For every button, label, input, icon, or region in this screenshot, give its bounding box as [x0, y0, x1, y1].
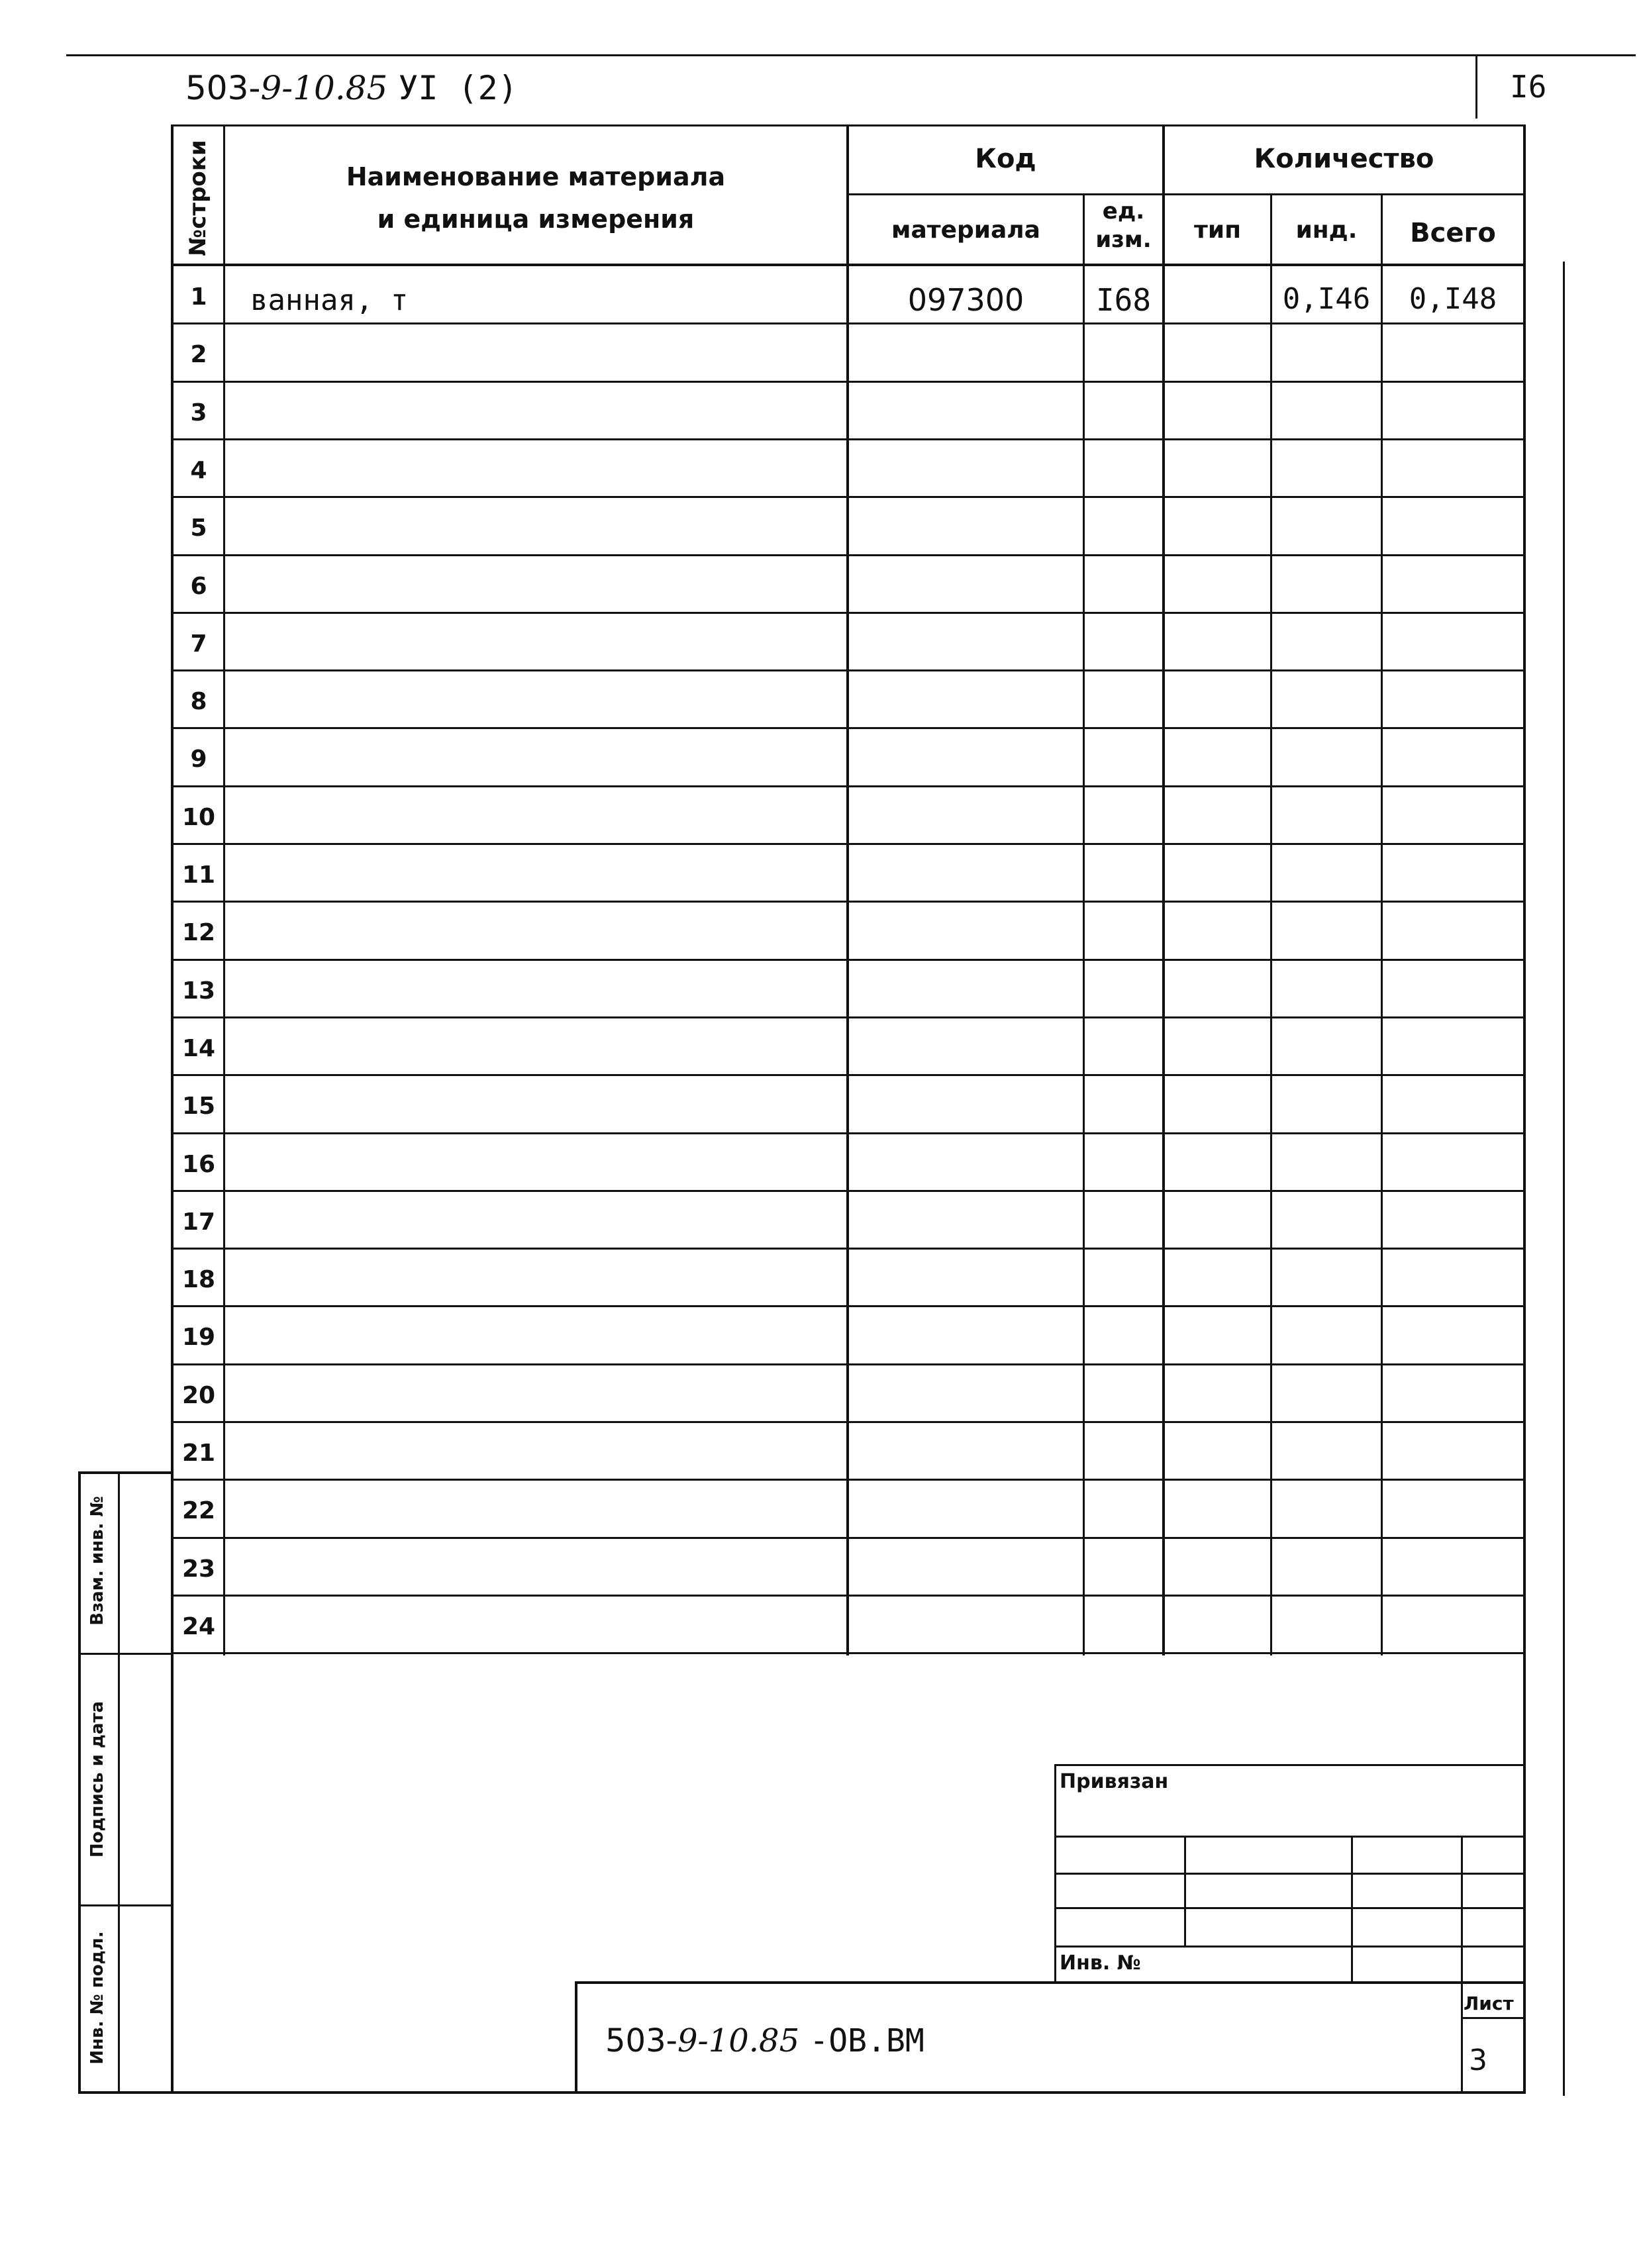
row-number: 2	[190, 341, 207, 368]
inv-no-label: Инв. №	[1060, 1951, 1141, 1975]
sheet-label-line	[1461, 2017, 1526, 2019]
col-code-unit-header-line2: изм.	[1095, 226, 1152, 253]
header-doc-code-hand: 9-10.85	[260, 69, 388, 107]
table-row-line	[171, 554, 1526, 556]
row-number: 18	[181, 1266, 216, 1293]
lower-frame-left	[171, 1648, 174, 2093]
privyazan-line-2	[1054, 1873, 1526, 1875]
table-row-line	[171, 1248, 1526, 1250]
table-row-line	[171, 1537, 1526, 1539]
sheet-number: 3	[1469, 2044, 1487, 2077]
row-1-total: 0,I48	[1409, 282, 1497, 316]
row-number: 8	[190, 688, 207, 715]
side-stamp-inv-podl: Инв. № подл.	[87, 1931, 107, 2065]
privyazan-label: Привязан	[1060, 1770, 1169, 1793]
title-box-left	[575, 1981, 577, 2094]
col-qty-header: Количество	[1254, 144, 1434, 174]
privyazan-col-1	[1184, 1836, 1186, 1946]
table-header-midline	[846, 193, 1526, 195]
col-code-material-header: материала	[891, 217, 1040, 244]
privyazan-line-1	[1054, 1836, 1526, 1838]
row-1-unit: I68	[1095, 282, 1152, 318]
row-number: 13	[181, 977, 216, 1005]
title-doc-code-suffix: -ОВ.ВМ	[809, 2022, 924, 2059]
row-number: 7	[190, 630, 207, 658]
row-number: 24	[181, 1613, 216, 1640]
row-1-name: ванная, т	[250, 283, 409, 317]
side-stamp-inner	[118, 1471, 120, 2094]
row-number: 11	[181, 862, 216, 889]
table-row-line	[171, 1363, 1526, 1365]
table-top-border	[171, 124, 1526, 126]
table-row-line	[171, 901, 1526, 903]
table-row-line	[171, 438, 1526, 440]
row-number: 23	[181, 1555, 216, 1583]
title-box-top	[575, 1981, 1526, 1984]
col-qty-ind-header: инд.	[1295, 217, 1358, 244]
header-page-number: I6	[1510, 69, 1547, 105]
col-code-header: Код	[975, 144, 1036, 174]
side-stamp-outer-left	[78, 1471, 81, 2094]
title-doc-code-hand: 9-10.85	[677, 2022, 800, 2059]
table-row-line	[171, 727, 1526, 729]
table-row-line	[171, 1305, 1526, 1307]
table-right-border	[1523, 124, 1526, 1655]
top-border-line	[66, 54, 1636, 56]
row-number: 14	[181, 1035, 216, 1062]
row-number: 20	[181, 1382, 216, 1409]
row-number: 17	[181, 1208, 216, 1236]
row-number: 3	[190, 399, 207, 426]
table-name-divider	[846, 124, 849, 1655]
table-row-line	[171, 669, 1526, 671]
table-row-line	[171, 612, 1526, 614]
table-ind-divider	[1381, 195, 1383, 1655]
privyazan-line-4	[1054, 1946, 1526, 1948]
table-row-line	[171, 1652, 1526, 1654]
table-row-line	[171, 843, 1526, 845]
row-number: 4	[190, 457, 207, 484]
table-row-line	[171, 1190, 1526, 1192]
row-number: 10	[181, 804, 216, 831]
col-qty-type-header: тип	[1194, 217, 1241, 244]
title-doc-code	[605, 2022, 924, 2059]
row-number: 19	[181, 1324, 216, 1351]
header-doc-code-prefix: 503-	[185, 69, 261, 107]
col-name-header-line2: и единица измерения	[377, 205, 695, 234]
privyazan-line-3	[1054, 1907, 1526, 1909]
header-doc-code-suffix: УI (2)	[398, 69, 518, 107]
col-code-unit-header-line1: ед.	[1102, 198, 1145, 224]
table-row-line	[171, 1421, 1526, 1423]
side-stamp-vzam: Взам. инв. №	[87, 1496, 107, 1626]
table-row-line	[171, 1074, 1526, 1076]
table-row-line	[171, 785, 1526, 787]
table-header-bottom	[171, 264, 1526, 266]
title-doc-code-prefix: 503-	[605, 2022, 677, 2059]
table-row-line	[171, 496, 1526, 498]
privyazan-col-2	[1351, 1836, 1353, 1983]
row-number: 6	[190, 573, 207, 600]
row-number: 5	[190, 515, 207, 542]
table-material-divider	[1083, 195, 1085, 1655]
privyazan-col-3	[1461, 1836, 1463, 2094]
col-row-no-header: №строки	[185, 140, 211, 256]
table-row-line	[171, 1132, 1526, 1134]
table-row-line	[171, 1595, 1526, 1597]
header-doc-code	[185, 69, 518, 107]
table-row-line	[171, 959, 1526, 961]
row-number: 12	[181, 919, 216, 946]
table-row-line	[171, 381, 1526, 383]
side-stamp-divider-1	[78, 1653, 172, 1655]
page-right-margin-line	[1563, 262, 1565, 2096]
row-number: 22	[181, 1497, 216, 1524]
table-unit-divider	[1162, 124, 1165, 1655]
col-qty-total-header: Всего	[1410, 218, 1496, 248]
row-number: 15	[181, 1093, 216, 1120]
row-number: 1	[190, 283, 207, 311]
sheet-label: Лист	[1464, 1993, 1514, 2014]
table-type-divider	[1270, 195, 1272, 1655]
row-number: 16	[181, 1151, 216, 1178]
row-1-material: 097300	[907, 282, 1024, 318]
table-row-line	[171, 1016, 1526, 1018]
side-stamp-podpis: Подпись и дата	[87, 1701, 107, 1858]
privyazan-block-top	[1054, 1764, 1526, 1766]
row-number: 9	[190, 746, 207, 773]
table-row-line	[171, 1479, 1526, 1481]
header-page-number-divider	[1475, 56, 1477, 119]
col-name-header-line1: Наименование материала	[346, 162, 726, 191]
lower-frame-bottom	[78, 2091, 1526, 2094]
row-1-ind: 0,I46	[1282, 282, 1371, 316]
table-row-line	[171, 322, 1526, 324]
row-number: 21	[181, 1440, 216, 1467]
